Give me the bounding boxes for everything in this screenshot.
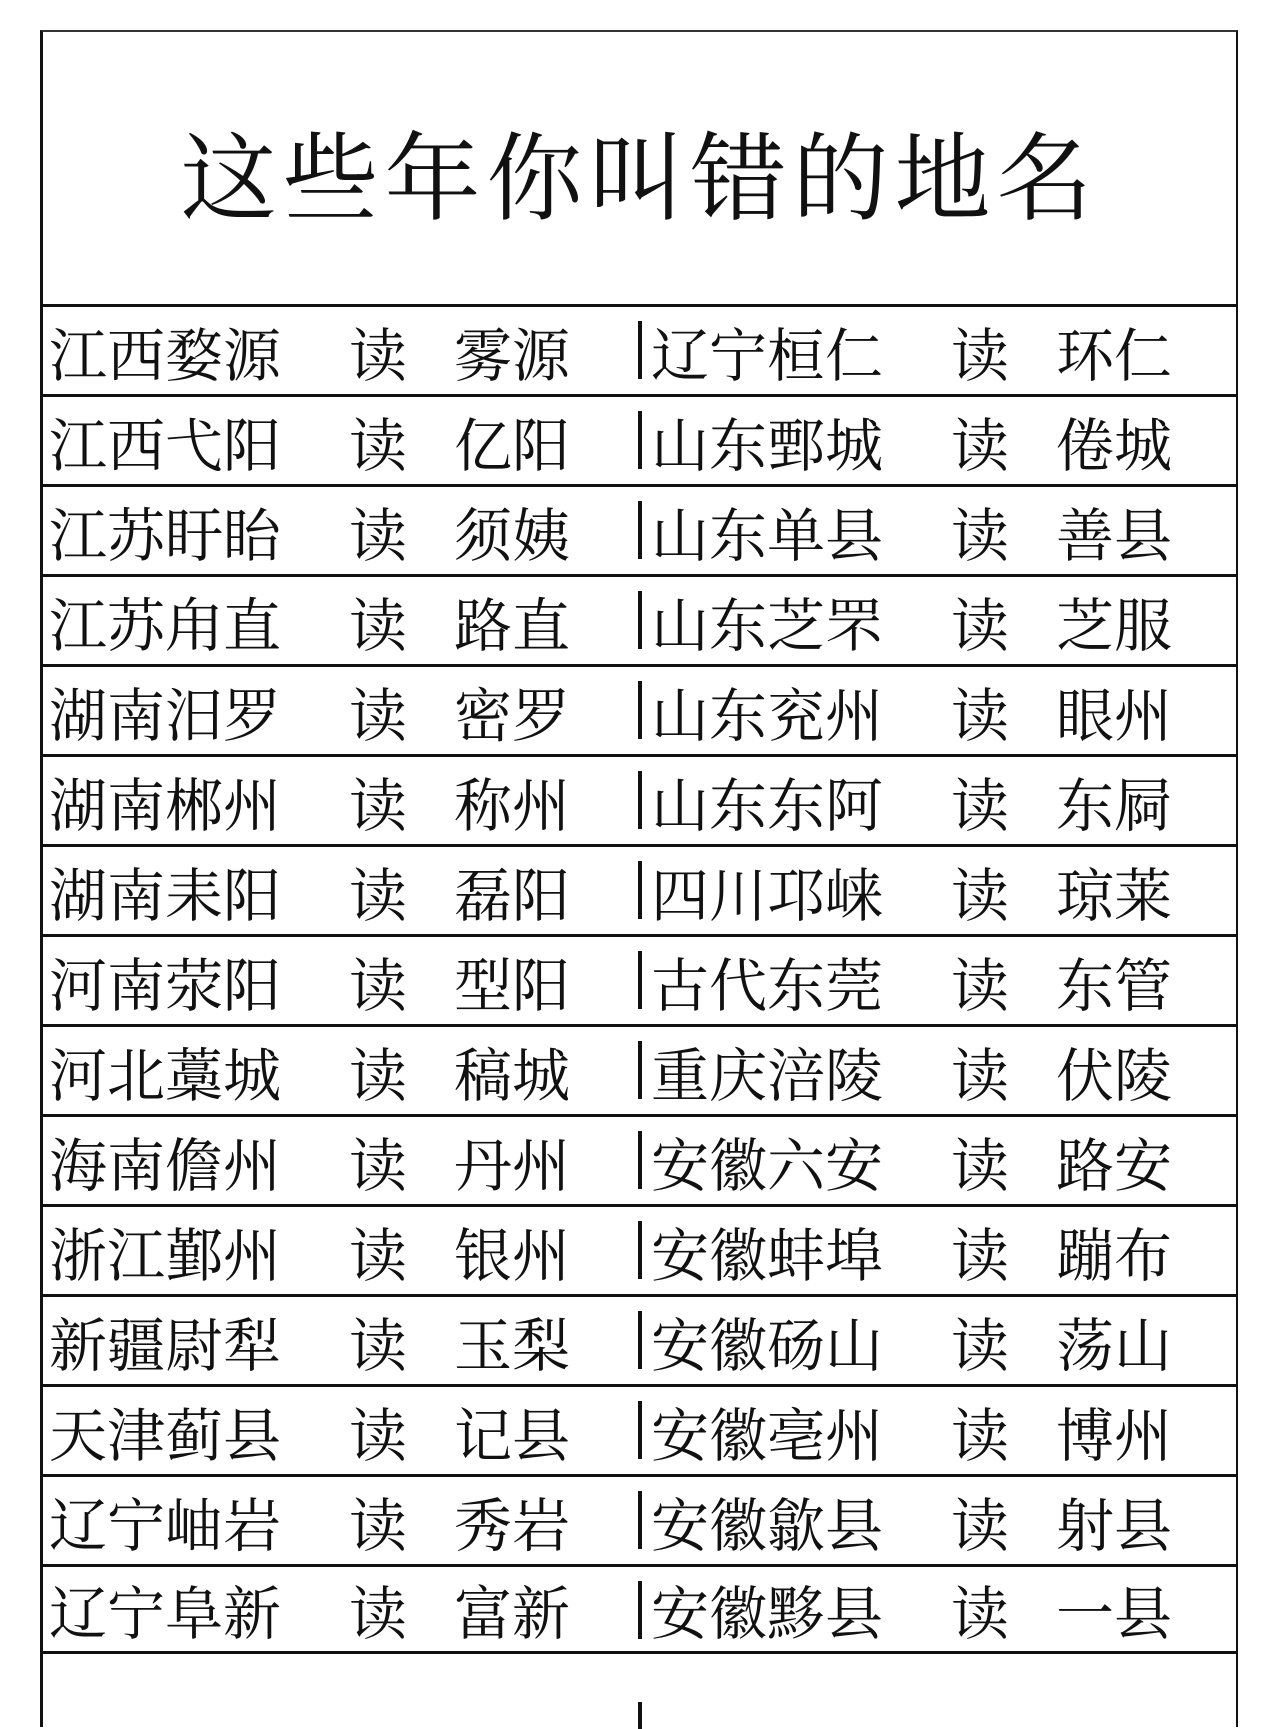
- reads-label: 读: [349, 1311, 408, 1380]
- place-name: 河南荥阳: [49, 951, 282, 1020]
- column-divider: [638, 1311, 642, 1369]
- place-entry-right: [637, 1207, 1236, 1294]
- place-entry-left: [43, 1477, 637, 1564]
- column-divider: [638, 1131, 642, 1189]
- place-name: 江苏甪直: [49, 591, 282, 660]
- reads-label: 读: [349, 1041, 408, 1110]
- place-name: 古代东莞: [651, 951, 884, 1020]
- place-name: 重庆涪陵: [651, 1041, 884, 1110]
- place-entry-left: [43, 847, 637, 934]
- reads-label: 读: [349, 1580, 408, 1648]
- table-row: [43, 484, 1236, 574]
- reads-label: 读: [951, 1401, 1010, 1470]
- place-name: 安徽蚌埠: [651, 1221, 884, 1290]
- reads-label: 读: [951, 501, 1010, 570]
- reads-label: 读: [951, 1221, 1010, 1290]
- table-row: [43, 844, 1236, 934]
- pronunciation: 芝服: [1056, 591, 1173, 660]
- pronunciation: 银州: [454, 1221, 571, 1290]
- column-divider: [638, 951, 642, 1009]
- reads-label: 读: [951, 1311, 1010, 1380]
- place-name: 安徽黟县: [651, 1580, 884, 1648]
- place-name: 江苏盱眙: [49, 501, 282, 570]
- place-entry-left: [43, 577, 637, 664]
- place-entry-left: [43, 397, 637, 484]
- reads-label: 读: [951, 1041, 1010, 1110]
- reads-label: 读: [349, 1221, 408, 1290]
- place-name: 浙江鄞州: [49, 1221, 282, 1290]
- pronunciation: 磊阳: [454, 861, 571, 930]
- reads-label: 读: [349, 321, 408, 390]
- place-entry-right: [637, 847, 1236, 934]
- pronunciation: 须姨: [454, 501, 571, 570]
- place-name: 湖南郴州: [49, 771, 282, 840]
- pronunciation: 蹦布: [1056, 1221, 1173, 1290]
- place-entry-left: [43, 307, 637, 394]
- column-divider: [638, 1581, 642, 1639]
- place-name: 山东兖州: [651, 681, 884, 750]
- column-divider: [638, 321, 642, 379]
- reads-label: 读: [951, 1491, 1010, 1560]
- table-row: [43, 1204, 1236, 1294]
- column-divider: [638, 771, 642, 829]
- table-row: [43, 664, 1236, 754]
- place-name: 湖南汨罗: [49, 681, 282, 750]
- place-entry-left: [43, 1387, 637, 1474]
- pronunciation: 伏陵: [1056, 1041, 1173, 1110]
- pronunciation: 环仁: [1056, 321, 1173, 390]
- column-divider: [638, 1221, 642, 1279]
- pronunciation: 善县: [1056, 501, 1173, 570]
- table-row: [43, 1114, 1236, 1204]
- place-name: 安徽六安: [651, 1131, 884, 1200]
- pronunciation: 记县: [454, 1401, 571, 1470]
- pronunciation: 型阳: [454, 951, 571, 1020]
- pronunciation: 琼莱: [1056, 861, 1173, 930]
- place-entry-left: [43, 1297, 637, 1384]
- pronunciation: 博州: [1056, 1401, 1173, 1470]
- document-sheet: [40, 30, 1238, 1727]
- place-entry-right: [637, 1477, 1236, 1564]
- table-row: [43, 1294, 1236, 1384]
- place-name: 安徽歙县: [651, 1491, 884, 1560]
- reads-label: 读: [951, 411, 1010, 480]
- place-entry-left: [43, 757, 637, 844]
- place-entry-left: [43, 937, 637, 1024]
- place-entry-right: [637, 1567, 1236, 1651]
- page-title: 这些年你叫错的地名: [180, 122, 1099, 235]
- pronunciation: 一县: [1056, 1580, 1173, 1648]
- place-entry-right: [637, 1117, 1236, 1204]
- place-entry-right: [637, 1387, 1236, 1474]
- place-entry-right: [637, 487, 1236, 574]
- reads-label: 读: [349, 411, 408, 480]
- pronunciation: 眼州: [1056, 681, 1173, 750]
- reads-label: 读: [951, 321, 1010, 390]
- pronunciation: 射县: [1056, 1491, 1173, 1560]
- table-footer: [43, 1702, 1236, 1729]
- place-entry-left: [43, 1207, 637, 1294]
- place-entry-right: [637, 757, 1236, 844]
- reads-label: 读: [349, 1491, 408, 1560]
- place-name: 江西弋阳: [49, 411, 282, 480]
- column-divider: [638, 861, 642, 919]
- place-name: 山东鄄城: [651, 411, 884, 480]
- place-entry-right: [637, 937, 1236, 1024]
- reads-label: 读: [951, 1580, 1010, 1648]
- reads-label: 读: [951, 951, 1010, 1020]
- table-row: [43, 394, 1236, 484]
- place-entry-right: [637, 577, 1236, 664]
- reads-label: 读: [951, 861, 1010, 930]
- place-name: 安徽亳州: [651, 1401, 884, 1470]
- reads-label: 读: [349, 771, 408, 840]
- place-name: 江西婺源: [49, 321, 282, 390]
- pronunciation: 秀岩: [454, 1491, 571, 1560]
- pronunciation: 玉梨: [454, 1311, 571, 1380]
- column-divider: [638, 1491, 642, 1549]
- table-row: [43, 1384, 1236, 1474]
- reads-label: 读: [349, 681, 408, 750]
- place-entry-left: [43, 487, 637, 574]
- table-row: [43, 1474, 1236, 1564]
- table-row: [43, 1024, 1236, 1114]
- place-entry-right: [637, 1297, 1236, 1384]
- table-row: [43, 304, 1236, 394]
- place-name: 辽宁桓仁: [651, 321, 884, 390]
- place-name: 天津蓟县: [49, 1401, 282, 1470]
- reads-label: 读: [349, 861, 408, 930]
- place-name-table: [43, 304, 1236, 1654]
- pronunciation: 富新: [454, 1580, 571, 1648]
- pronunciation: 丹州: [454, 1131, 571, 1200]
- pronunciation: 雾源: [454, 321, 571, 390]
- reads-label: 读: [951, 681, 1010, 750]
- reads-label: 读: [349, 951, 408, 1020]
- column-divider: [638, 1041, 642, 1099]
- place-entry-left: [43, 1117, 637, 1204]
- place-name: 山东东阿: [651, 771, 884, 840]
- column-divider: [638, 591, 642, 649]
- pronunciation: 东屙: [1056, 771, 1173, 840]
- pronunciation: 东管: [1056, 951, 1173, 1020]
- reads-label: 读: [349, 1131, 408, 1200]
- place-entry-right: [637, 667, 1236, 754]
- place-name: 海南儋州: [49, 1131, 282, 1200]
- place-entry-right: [637, 307, 1236, 394]
- pronunciation: 亿阳: [454, 411, 571, 480]
- place-name: 河北藁城: [49, 1041, 282, 1110]
- column-divider: [638, 1401, 642, 1459]
- reads-label: 读: [349, 501, 408, 570]
- place-name: 湖南耒阳: [49, 861, 282, 930]
- table-row: [43, 754, 1236, 844]
- column-divider: [638, 1702, 642, 1729]
- reads-label: 读: [349, 591, 408, 660]
- place-name: 安徽砀山: [651, 1311, 884, 1380]
- table-row: [43, 1564, 1236, 1654]
- place-name: 四川邛崃: [651, 861, 884, 930]
- column-divider: [638, 501, 642, 559]
- reads-label: 读: [349, 1401, 408, 1470]
- pronunciation: 称州: [454, 771, 571, 840]
- place-entry-right: [637, 1027, 1236, 1114]
- place-name: 山东芝罘: [651, 591, 884, 660]
- column-divider: [638, 411, 642, 469]
- pronunciation: 密罗: [454, 681, 571, 750]
- pronunciation: 荡山: [1056, 1311, 1173, 1380]
- place-name: 新疆尉犁: [49, 1311, 282, 1380]
- column-divider: [638, 681, 642, 739]
- pronunciation: 倦城: [1056, 411, 1173, 480]
- pronunciation: 稿城: [454, 1041, 571, 1110]
- reads-label: 读: [951, 1131, 1010, 1200]
- reads-label: 读: [951, 591, 1010, 660]
- place-entry-left: [43, 667, 637, 754]
- place-name: 辽宁岫岩: [49, 1491, 282, 1560]
- place-name: 山东单县: [651, 501, 884, 570]
- place-entry-right: [637, 397, 1236, 484]
- reads-label: 读: [951, 771, 1010, 840]
- place-entry-left: [43, 1027, 637, 1114]
- place-name: 辽宁阜新: [49, 1580, 282, 1648]
- place-entry-left: [43, 1567, 637, 1651]
- pronunciation: 路安: [1056, 1131, 1173, 1200]
- table-row: [43, 574, 1236, 664]
- table-row: [43, 934, 1236, 1024]
- pronunciation: 路直: [454, 591, 571, 660]
